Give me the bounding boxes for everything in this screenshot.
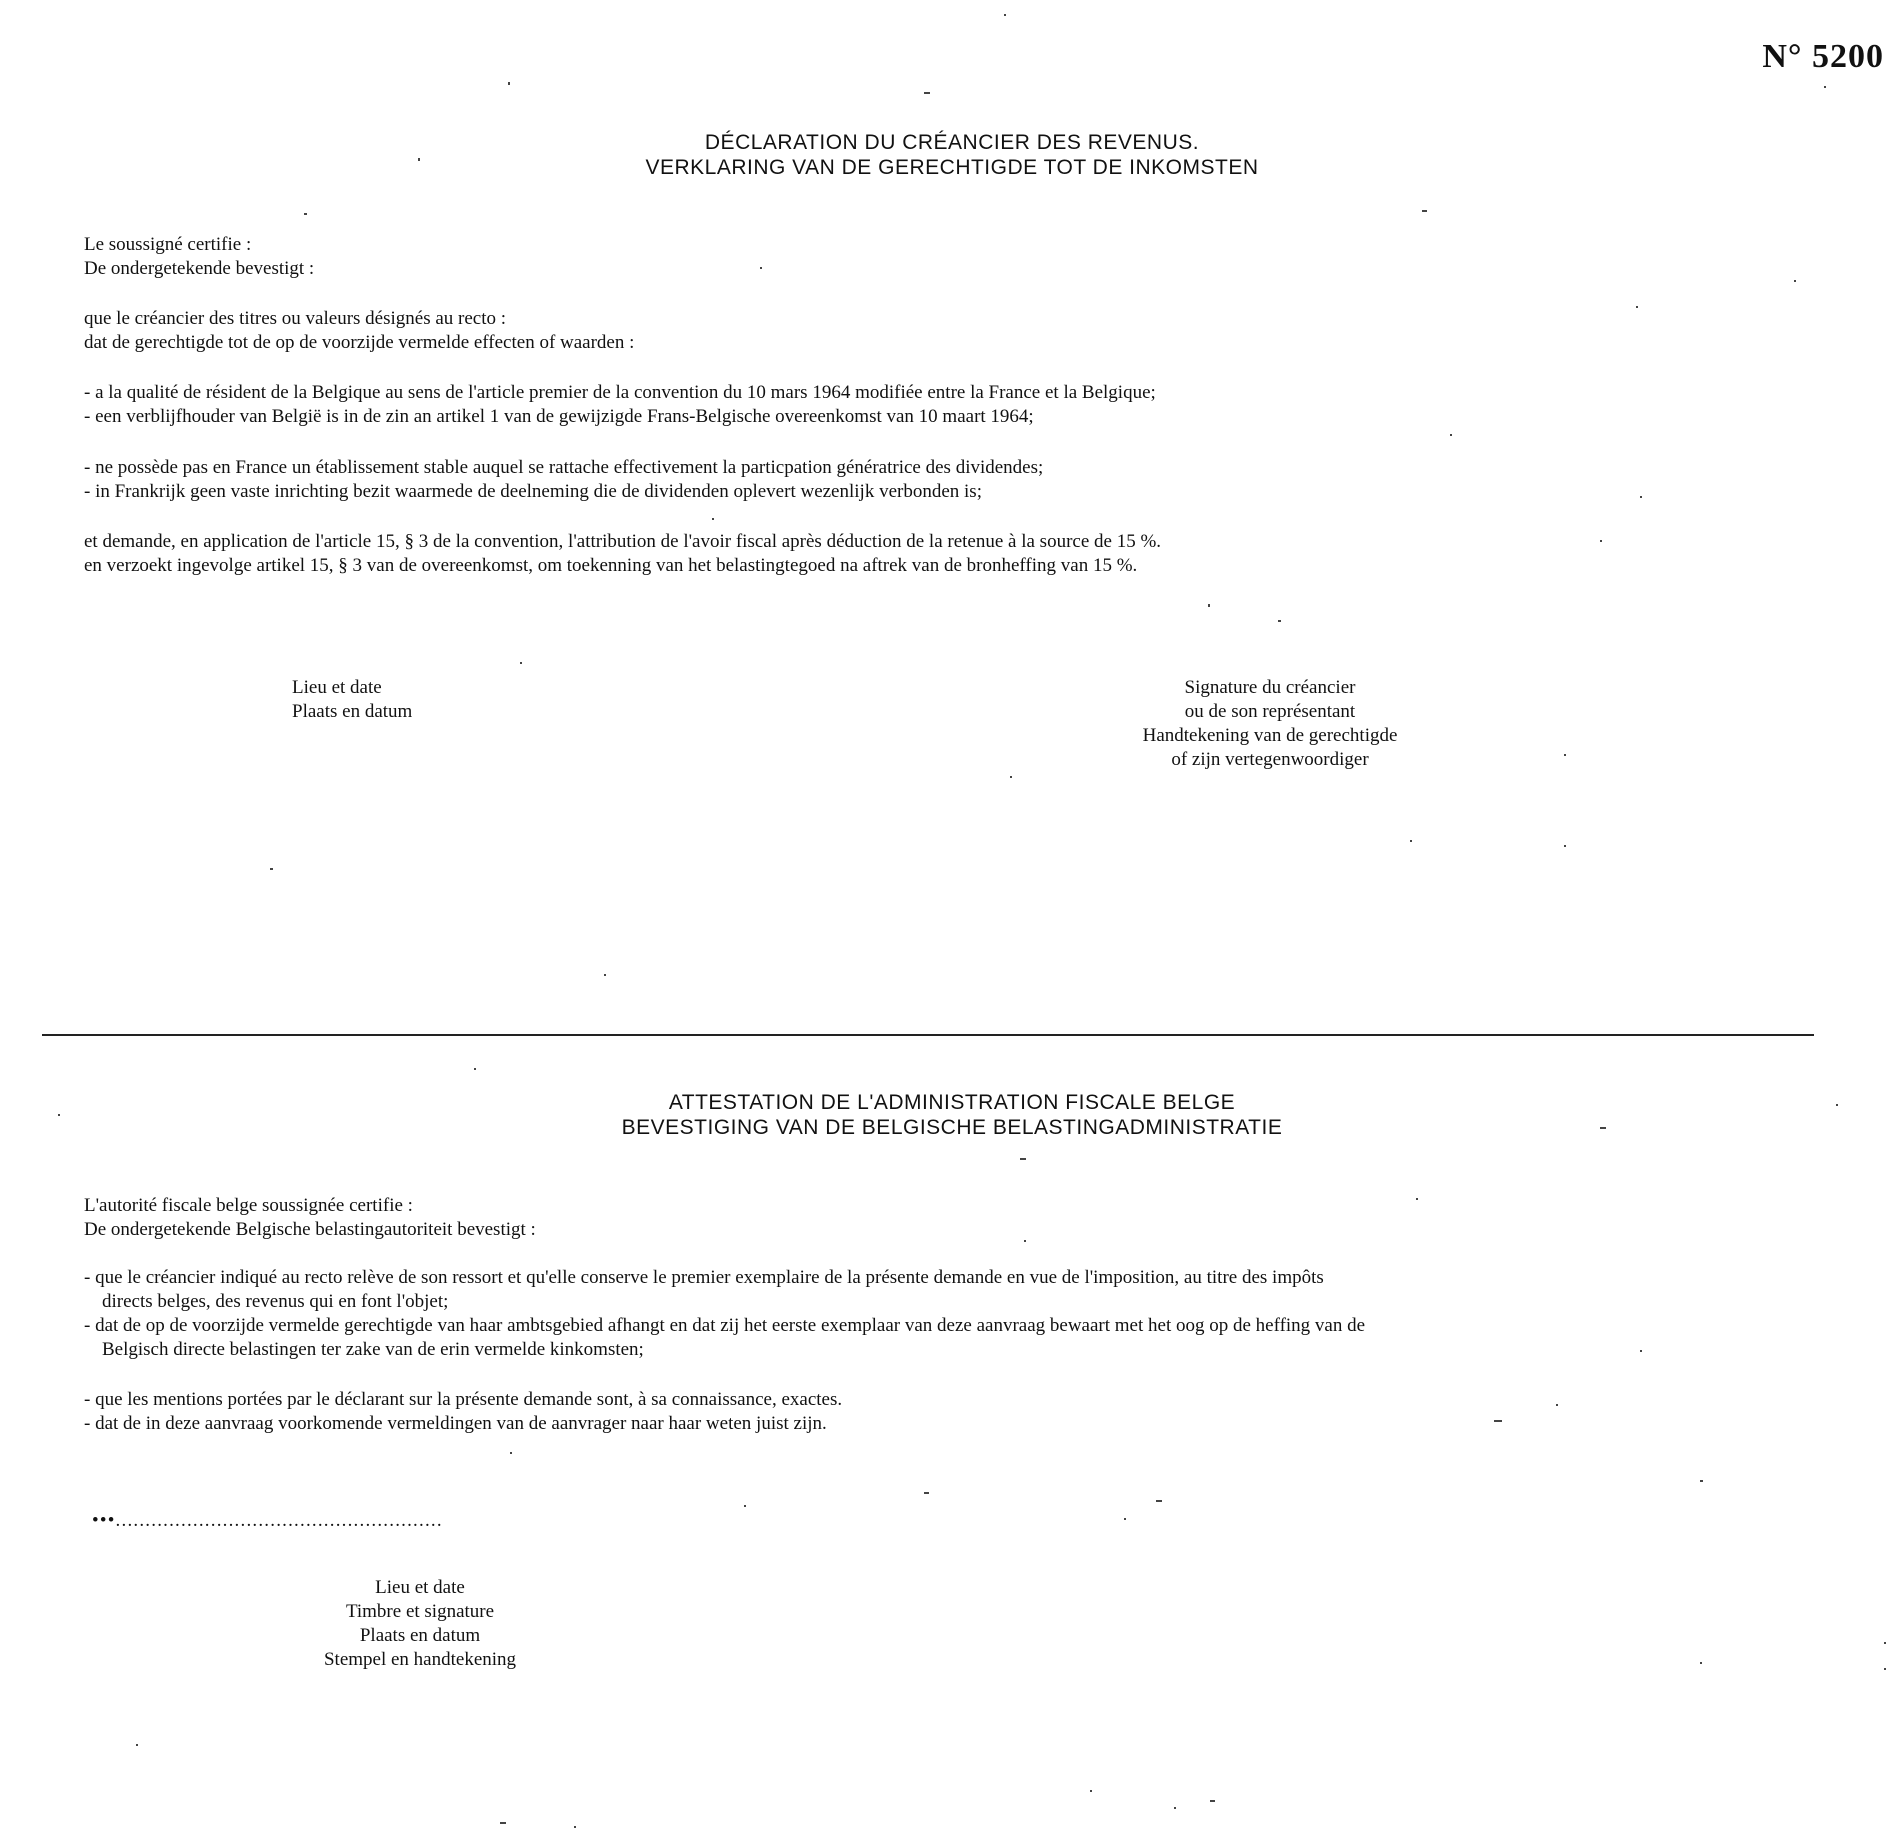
establishment-fr: - ne possède pas en France un établissement stable auquel se rattache effectivement la particpation génératrice des dividendes;: [84, 457, 1044, 478]
mentions-fr: - que les mentions portées par le déclarant sur la présente demande sont, à sa connaissance, exactes.: [84, 1389, 843, 1410]
form-number: N° 5200: [1762, 38, 1884, 75]
establishment-nl: - in Frankrijk geen vaste inrichting bezit waarmede de deelneming die de dividenden oplevert wezenlijk verbonden is;: [84, 481, 982, 502]
creditor-fr: que le créancier des titres ou valeurs désignés au recto :: [84, 308, 507, 329]
signature-label-3: Handtekening van de gerechtigde: [1142, 725, 1398, 746]
ressort-nl-line1: - dat de op de voorzijde vermelde gerechtigde van haar ambtsgebied afhangt en dat zij het eerste exemplaar van deze aanvraag bewaart met het oog op de heffing van de: [84, 1315, 1366, 1336]
place-date-nl: Plaats en datum: [292, 701, 413, 722]
signature-label-1: Signature du créancier: [1184, 677, 1356, 698]
attestation-intro-fr: L'autorité fiscale belge soussignée certifie :: [84, 1195, 413, 1216]
declaration-intro-fr: Le soussigné certifie :: [84, 234, 252, 255]
signature-label-2: ou de son représentant: [1184, 701, 1356, 722]
mentions-nl: - dat de in deze aanvraag voorkomende vermeldingen van de aanvrager naar haar weten juist zijn.: [84, 1413, 827, 1434]
attestation-title-nl: BEVESTIGING VAN DE BELGISCHE BELASTINGADMINISTRATIE: [621, 1116, 1283, 1139]
declaration-title-fr: DÉCLARATION DU CRÉANCIER DES REVENUS.: [704, 131, 1200, 154]
stamp-label-2: Timbre et signature: [345, 1601, 495, 1622]
signature-label-4: of zijn vertegenwoordiger: [1171, 749, 1369, 770]
declaration-intro-nl: De ondergetekende bevestigt :: [84, 258, 315, 279]
stamp-label-3: Plaats en datum: [359, 1625, 481, 1646]
ressort-fr-line2: directs belges, des revenus qui en font l'objet;: [102, 1291, 449, 1312]
ressort-nl-line2: Belgisch directe belastingen ter zake van de erin vermelde kinkomsten;: [102, 1339, 644, 1360]
section-divider: [42, 1034, 1814, 1036]
declaration-title-nl: VERKLARING VAN DE GERECHTIGDE TOT DE INKOMSTEN: [645, 156, 1259, 179]
signature-dotted-line: •••.......................................................: [92, 1510, 443, 1531]
residence-nl: - een verblijfhouder van België is in de zin an artikel 1 van de gewijzigde Frans-Belgische overeenkomst van 10 maart 1964;: [84, 406, 1034, 427]
ressort-fr-line1: - que le créancier indiqué au recto relève de son ressort et qu'elle conserve le premier exemplaire de la présente demande en vue de l'imposition, au titre des impôts: [84, 1267, 1324, 1288]
residence-fr: - a la qualité de résident de la Belgique au sens de l'article premier de la convention du 10 mars 1964 modifiée entre la France et la Belgique;: [84, 382, 1156, 403]
request-fr: et demande, en application de l'article 15, § 3 de la convention, l'attribution de l'avoir fiscal après déduction de la retenue à la source de 15 %.: [84, 531, 1162, 552]
attestation-title-fr: ATTESTATION DE L'ADMINISTRATION FISCALE BELGE: [668, 1091, 1236, 1114]
creditor-nl: dat de gerechtigde tot de op de voorzijde vermelde effecten of waarden :: [84, 332, 635, 353]
place-date-fr: Lieu et date: [292, 677, 382, 698]
stamp-label-4: Stempel en handtekening: [323, 1649, 517, 1670]
stamp-label-1: Lieu et date: [375, 1577, 465, 1598]
request-nl: en verzoekt ingevolge artikel 15, § 3 van de overeenkomst, om toekenning van het belastingtegoed na aftrek van de bronheffing van 15 %.: [84, 555, 1138, 576]
attestation-intro-nl: De ondergetekende Belgische belastingautoriteit bevestigt :: [84, 1219, 536, 1240]
